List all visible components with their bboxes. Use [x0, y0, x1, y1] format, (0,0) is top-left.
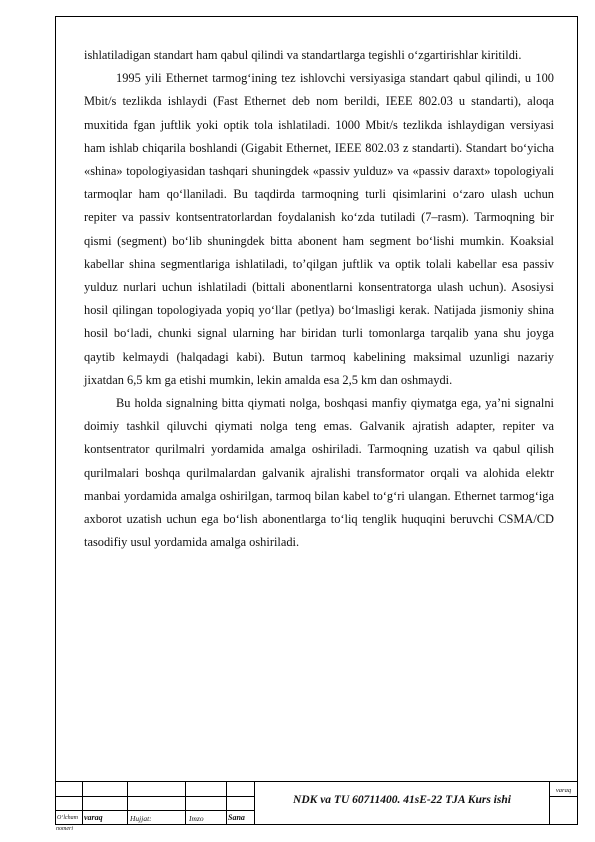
paragraph-3: Bu holda signalning bitta qiymati nolga, boshqasi manfiy qiymatga ega, ya’ni signalni doimiy tashkil qiluvchi qiymati nolga teng emas. Galvanik ajratish adapter, repiter va kontsentrator qurilmalri yordamida amalga oshiriladi. Tarmoqning uzatish va qabul qilish qurilmalari boshqa qurilmalardan galvanik ajralishi transformator orqali va alohida elektr manbai yordamida amalga oshirilgan, tarmoq bilan kabel to‘g‘ri ulangan. Ethernet tarmog‘iga axborot uzatish uchun ega bo‘lish abonentlarga to‘liq tenglik huquqini beruvchi CSMA/CD tasodifiy usul yordamida amalga oshiriladi. [84, 396, 554, 550]
paragraph-1: ishlatiladigan standart ham qabul qilindi va standartlarga tegishli o‘zgartirishlar kiritildi. [84, 48, 522, 62]
stamp-row-line [55, 796, 255, 797]
number-label: nomeri [56, 826, 73, 832]
stamp-col-line [226, 782, 227, 825]
stamp-row-line [55, 810, 255, 811]
changes-label: O‘lcham [57, 815, 78, 821]
sheet-number-label: varaq [555, 787, 572, 794]
title-block [55, 781, 578, 825]
date-label: Sana [228, 813, 245, 822]
stamp-col-line [254, 782, 255, 825]
stamp-col-line [82, 782, 83, 825]
document-body [84, 44, 554, 554]
stamp-col-line [127, 782, 128, 825]
stamp-col-line [185, 782, 186, 825]
paragraph-2: 1995 yili Ethernet tarmog‘ining tez ishlovchi versiyasiga standart qabul qilindi, u 100 Mbit/s tezlikda ishlaydi (Fast Ethernet deb nom berildi, IEEE 802.03 u standarti), aloqa muxitida fgan juftlik yoki optik tola ishlatiladi. 1000 Mbit/s tezlikda ishlaydigan versiyasi ham ishlab chiqarila boshlandi (Gigabit Ethernet, IEEE 802.03 z standarti). Standart bo‘yicha «shina» topologiyasidan tashqari shuningdek «passiv yulduz» va «passiv daraxt» topologiyali tarmoqlar ham qo‘llaniladi. Bu taqdirda tarmoqning turli qisimlarini o‘zaro ulash uchun repiter va passiv kontsentratorlardan foydalanish ko‘zda tutiladi (7–rasm). Tarmoqning bir qismi (segment) bo‘lib shuningdek bitta abonent ham segment bo‘lishi mumkin. Koaksial kabellar shina segmentlariga ishlatiladi, to’qilgan juftlik va optik tolali kabellar esa passiv yulduz nurlari uchun ishlatiladi (bittali abonentlarni konsentratorga ulash uchun). Asosiysi hosil qilingan topologiyada yopiq yo‘llar (petlya) bo‘lmasligi kerak. Natijada jismoniy shina hosil bo‘ladi, chunki signal ularning har biridan turli tomonlarga tarqalib yana shu joyga qaytib kelmaydi (halqadagi kabi). Butun tarmoq kabelining maksimal uzunligi nazariy jixatdan 6,5 km ga etishi mumkin, lekin amalda esa 2,5 km dan oshmaydi. [84, 71, 554, 387]
signature-label: Imzo [189, 814, 204, 823]
stamp-row-line [549, 796, 578, 797]
sheet-label: varaq [84, 813, 103, 822]
document-code: NDK va TU 60711400. 41sE-22 TJA Kurs ishi [293, 794, 511, 806]
document-label: Hujjat: [130, 814, 152, 823]
